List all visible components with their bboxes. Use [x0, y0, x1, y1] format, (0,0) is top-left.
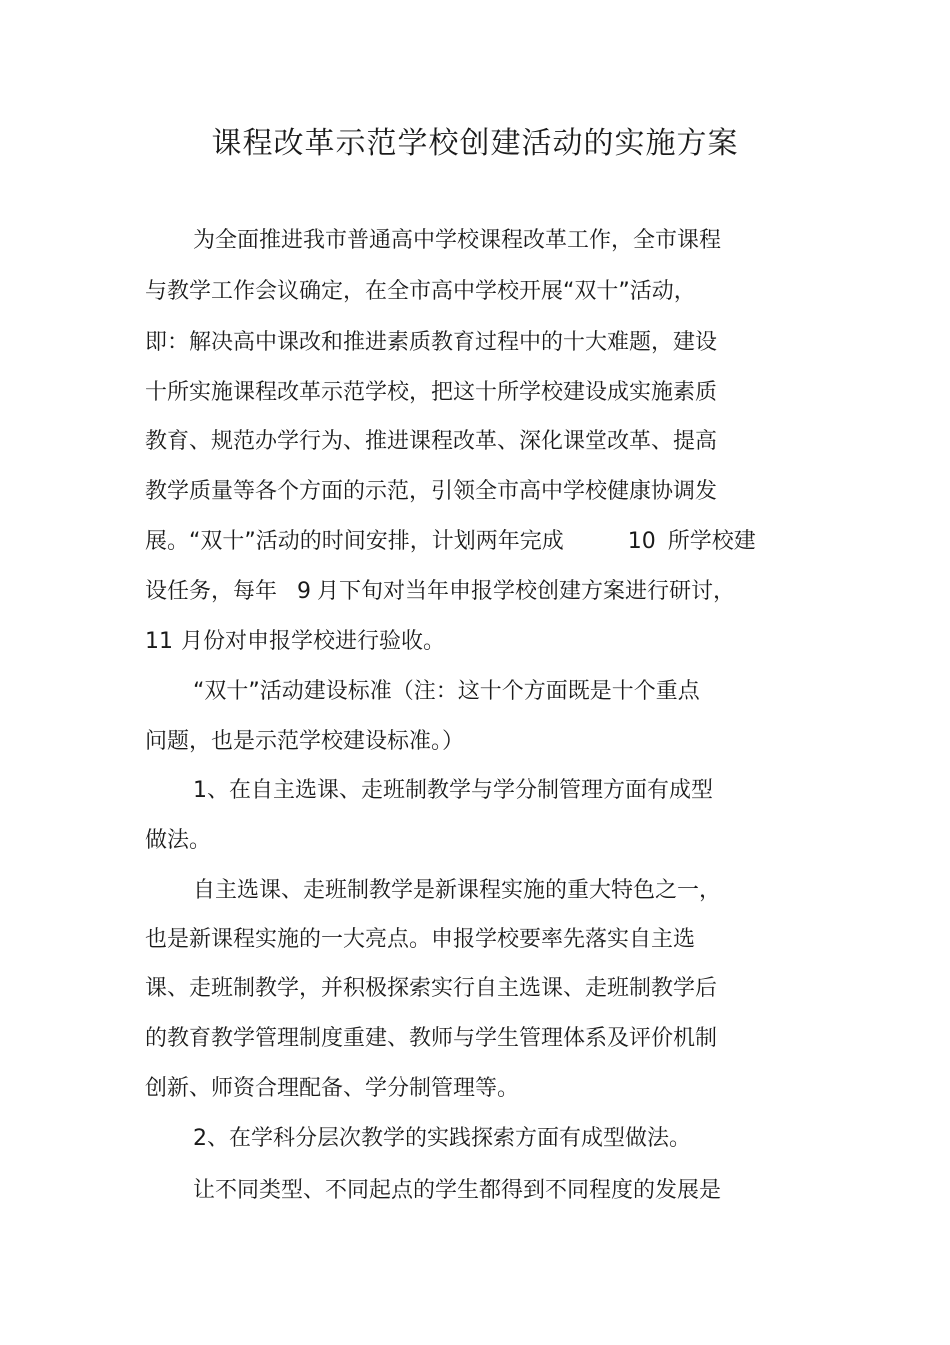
body-line: 也是新课程实施的一大亮点。申报学校要率先落实自主选 [145, 927, 696, 952]
body-line: 1、在自主选课、走班制教学与学分制管理方面有成型 [193, 778, 713, 803]
body-line-mixed [145, 577, 735, 607]
body-line: “双十”活动建设标准（注：这十个方面既是十个重点 [193, 679, 700, 704]
body-line: 教学质量等各个方面的示范，引领全市高中学校健康协调发 [145, 479, 718, 504]
body-line: 让不同类型、不同起点的学生都得到不同程度的发展是 [193, 1178, 722, 1203]
text-segment: 月下旬对当年申报学校创建方案进行研讨， [317, 579, 736, 604]
body-line-mixed [145, 627, 445, 657]
body-line: 自主选课、走班制教学是新课程实施的重大特色之一， [193, 878, 722, 903]
number-segment: 9 [297, 579, 312, 604]
body-line: 与教学工作会议确定，在全市高中学校开展“双十”活动， [145, 279, 696, 304]
body-line: 即：解决高中课改和推进素质教育过程中的十大难题，建设 [145, 330, 718, 355]
body-line: 2、在学科分层次教学的实践探索方面有成型做法。 [193, 1126, 691, 1151]
body-line: 十所实施课程改革示范学校，把这十所学校建设成实施素质 [145, 380, 718, 405]
body-line: 问题，也是示范学校建设标准。） [145, 729, 465, 754]
text-segment: 展。“双十”活动的时间安排，计划两年完成 [145, 529, 564, 554]
number-segment: 11 [145, 629, 173, 654]
body-line: 课、走班制教学，并积极探索实行自主选课、走班制教学后 [145, 976, 718, 1001]
body-line: 为全面推进我市普通高中学校课程改革工作，全市课程 [193, 228, 722, 253]
text-segment: 设任务，每年 [145, 579, 278, 604]
body-line-mixed [145, 527, 756, 557]
body-line: 创新、师资合理配备、学分制管理等。 [145, 1076, 520, 1101]
body-line: 做法。 [145, 828, 212, 853]
number-segment: 10 [627, 529, 656, 554]
body-line: 教育、规范办学行为、推进课程改革、深化课堂改革、提高 [145, 429, 718, 454]
text-segment: 所学校建 [667, 529, 756, 554]
document-title: 课程改革示范学校创建活动的实施方案 [211, 126, 739, 161]
text-segment: 月份对申报学校进行验收。 [181, 629, 446, 654]
body-line: 的教育教学管理制度重建、教师与学生管理体系及评价机制 [145, 1026, 718, 1051]
